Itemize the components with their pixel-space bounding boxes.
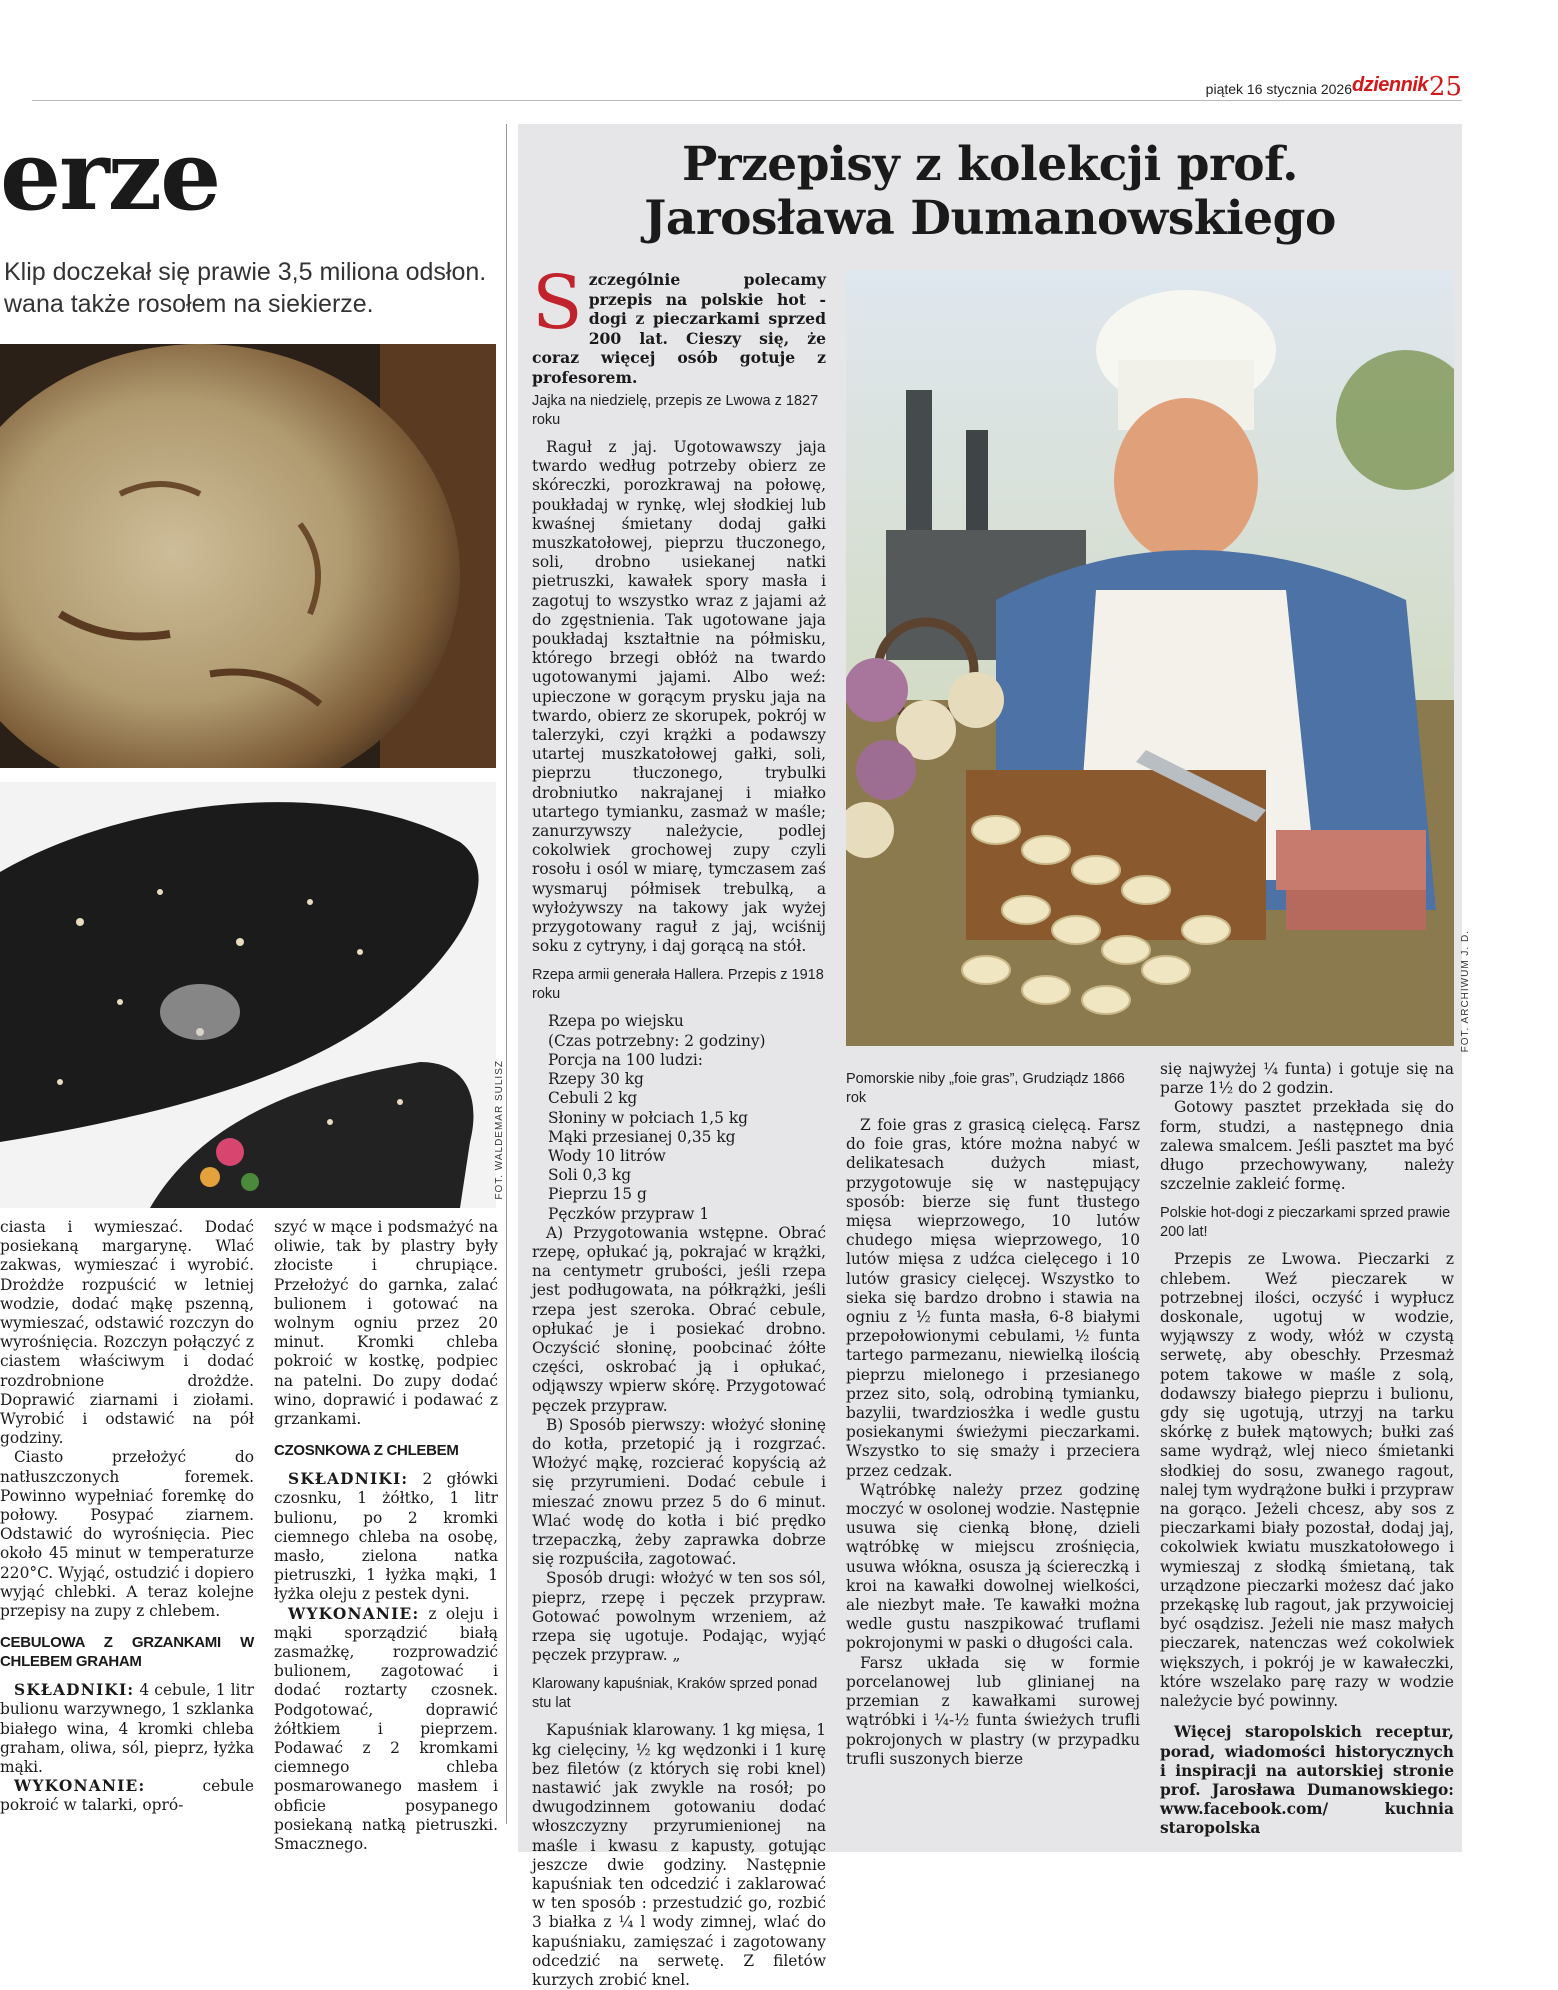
bread-loaf-photo <box>0 344 496 768</box>
recipe-subheading: Pomorskie niby „foie gras”, Grudziądz 1866 rok <box>846 1071 1125 1106</box>
paragraph: Raguł z jaj. Ugotowawszy jaja twardo według potrzeby obierz ze skóreczki, porozkrawaj na połowę, poukładaj w rynkę, wlej słodkiej lub kwaśnej śmietany dodaj gałki muszkatołowej, pieprzu tłuczonego, soli, drobno usiekanej natki pietruszki, kawałek spory masła i zagotuj to wszystko wraz z jajami aż do zgęstnienia. Tak ugotowane jaja poukładaj kształtnie na półmisku, którego brzegi obłóż na twardo ugotowanymi jajami. Albo weź: upieczone w gorącym prysku jaja na twardo, obierz ze skorupek, pokrój w talerzyki, czyi krążki a podawszy utartej muszkatołowej gałki, soli, pieprzu tłuczonego, trybulki drobniutko nakrajanej i miałko utartego tymianku, zasmaż w maśle; zanurzywszy należycie, podlej cokolwiek grochowej zupy czyli rosołu i osól w miarę, tymczasem zaś wysmaruj półmisek trebulką, a wyłożywszy na takowy jak wyżej przygotowany raguł z jaj, wciśnij soku z cytryny, i daj gorącą na stół. <box>532 438 826 956</box>
list-item: Mąki przesianej 0,35 kg <box>548 1127 736 1146</box>
paragraph: Kapuśniak klarowany. 1 kg mięsa, 1 kg cielęciny, ½ kg wędzonki i 1 kurę bez filetów (z których się robi knel) nastawić jak zwykle na rosół; po dwugodzinnem gotowaniu dodać włoszczyzny przyrumienionej na maśle i kwasu z kapusty, gotując jeszcze dwie godziny. Następnie kapuśniak ten odcedzić i zaklarować w ten sposób : przestudzić go, rozbić 3 białka z ¼ l wody zimnej, wlać do kapuśniaku, zamięszać i zagotowany odcedzić na serwetę. Z filetów kurzych zrobić knel. <box>532 1721 826 1990</box>
photo-credit: FOT. WALDEMAR SULISZ <box>494 1060 505 1200</box>
intro-text: zczególnie polecamy przepis na polskie hot - dogi z pieczarkami sprzed 200 lat. Cieszy się, że coraz więcej osób gotuje z profesorem. <box>532 270 826 387</box>
label: WYKONANIE: <box>14 1777 146 1796</box>
box-column-3 <box>1160 1060 1454 1839</box>
list-item: Pęczków przypraw 1 <box>548 1204 710 1223</box>
list-item: Porcja na 100 ludzi: <box>548 1050 703 1069</box>
paragraph: Przepis ze Lwowa. Pieczarki z chlebem. Weź pieczarek w potrzebnej ilości, oczyść i wypłucz doskonale, ugotuj w wodzie, wyjąwszy z wody, włóż w czystą serwetę, aby obeschły. Przesmaż potem takowe w maśle z solą, dodawszy białego pieprzu i bulionu, gdy się ugotują, utrzyj na tarku skórkę z bułek mątowych; bułki zaś same wydrąż, wlej nieco śmietanki słodkiej do sosu, zwanego ragout, nalej tym wydrążone bułki i przypraw na gorąco. Jeżeli chcesz, aby sos z pieczarkami biały pozostał, dodaj jaj, cokolwiek kwiatu muszkatołowego i wymieszaj z słodką śmietaną, tak urządzone pieczarki możesz dać jako przekąskę lub ragout, jak przywoiciej być osądzisz. Jeżeli nie masz małych pieczarek, natenczas weź cokolwiek większych, i pokrój je w kawałeczki, które wszelako parę razy w wodzie należycie być powinny. <box>1160 1250 1454 1711</box>
paragraph: Wątróbkę należy przez godzinę moczyć w osolonej wodzie. Następnie usuwa się cienką błonę, dzieli wątróbkę w miejscu zrośnięcia, usuwa włókna, osusza ją ściereczką i kroi na kawałki dowolnej wielkości, ale niezbyt małe. Te kawałki można wedle gustu naszpikować truflami pokrojonymi w paski o długości cala. <box>846 1480 1141 1653</box>
box-column-2 <box>846 1060 1140 1769</box>
newspaper-logo: dziennik <box>1351 74 1428 96</box>
paragraph: A) Przygotowania wstępne. Obrać rzepę, opłukać ją, pokrajać w krążki, na centymetr grubości, jeśli rzepa jest podługowata, na półkrążki, jeśli rzepa jest szeroka. Obrać cebule, opłukać je i posiekać drobno. Oczyścić słoninę, poobcinać żółte części, oskrobać ją i opłukać, odjąwszy wpierw skórę. Przygotować pęczek przypraw. <box>532 1223 826 1415</box>
chef-painting <box>846 270 1454 1046</box>
paragraph: Ciasto przełożyć do natłuszczonych foremek. Powinno wypełniać foremkę do połowy. Posypać ziarnem. Odstawić do wyrośnięcia. Piec około 45 minut w temperaturze 220°C. Wyjąć, ostudzić i dopiero wyjąć chlebki. A teraz kolejne przepisy na zupy z chlebem. <box>0 1448 254 1621</box>
lead-line: wana także rosołem na siekierze. <box>4 290 374 318</box>
paragraph: ciasta i wymieszać. Dodać posiekaną margarynę. Wlać zakwas, wymieszać i wyrobić. Drożdże rozpuścić w letniej wodzie, dodać mąkę pszenną, wymieszać, odstawić rozczyn do wyrośnięcia. Rozczyn połączyć z ciastem właściwym i dodać rozdrobnione drożdże. Doprawić ziarnami i ziołami. Wyrobić i odstawić na pół godziny. <box>0 1218 254 1448</box>
paragraph: się najwyżej ¼ funta) i gotuje się na parze 1½ do 2 godzin. <box>1160 1060 1454 1098</box>
recipe-subheading: CZOSNKOWA Z CHLEBEM <box>274 1442 459 1460</box>
paragraph: Sposób drugi: włożyć w ten sos sól, pieprz, rzepę i pęczek przypraw. Gotować powolnym wrzeniem, aż rzepa się ugotuje. Podając, wyjąć pęczek przypraw. „ <box>532 1569 826 1665</box>
drop-cap: S <box>532 260 583 346</box>
ingredients-paragraph <box>0 1681 254 1777</box>
list-item: Słoniny w połciach 1,5 kg <box>548 1108 748 1127</box>
text-column-1 <box>0 1218 254 1816</box>
list-item: Rzepy 30 kg <box>548 1070 644 1089</box>
recipe-subheading: Polskie hot-dogi z pieczarkami sprzed prawie 200 lat! <box>1160 1205 1451 1241</box>
column-divider <box>506 124 507 1824</box>
paragraph: B) Sposób pierwszy: włożyć słoninę do kotła, przetopić ją i rozgrzać. Włożyć mąkę, rozcierać kopyścią aż się przyrumieni. Dodać cebule i mieszać znowu przez 5 do 6 minut. Wlać wodę do kotła i bić prędko trzepaczką, żeby zaprawka dobrze się rozpuściła, zagotować. <box>532 1415 826 1569</box>
header-rule <box>32 100 1462 101</box>
list-item: (Czas potrzebny: 2 godziny) <box>548 1031 766 1050</box>
article-headline: erze <box>0 119 220 232</box>
list-item: Wody 10 litrów <box>548 1146 666 1165</box>
recipe-subheading: Rzepa armii generała Hallera. Przepis z 1918 roku <box>532 967 824 1003</box>
method-text: cebule pokroić w talarki, opró- <box>0 1777 254 1815</box>
label: WYKONANIE: <box>288 1604 420 1623</box>
ingredients-text: 2 główki czosnku, 1 żółtko, 1 litr bulionu, po 2 kromki ciemnego chleba na osobę, masło, zielona natka pietruszki, 1 łyżka mąki, 1 łyżka oleju z pestek dyni. <box>274 1470 498 1604</box>
paragraph: Z foie gras z grasicą cielęcą. Farsz do foie gras, które można nabyć w delikatesach dużych miast, przygotowuje się w następujący sposób: bierze się funt tłustego mięsa wieprzowego, 10 lutów chudego mięsa wieprzowego, 10 lutów mięsa z udźca cielęcego i 10 lutów grasicy cielęcej. Wszystko to sieka się bardzo drobno i stawia na ogniu z ½ funta masła, 6-8 białymi przepołowionymi cebulami, ½ funta tartego parmezanu, niewielką ilością pieprzu mielonego i przesianego przez sito, solą, odrobiną tymianku, bazylii, twardziosżka i wedle gustu posiekanymi świeżymi pieczarkami. Wszystko to się smaży i przeciera przez cedzak. <box>846 1116 1140 1480</box>
list-item: Soli 0,3 kg <box>548 1166 632 1185</box>
ingredients-text: 4 cebule, 1 litr bulionu warzywnego, 1 szklanka białego wina, 4 kromki chleba graham, oliwa, sól, pieprz, łyżka mąki. <box>0 1681 254 1777</box>
paragraph: Gotowy pasztet przekłada się do form, studzi, a następnego dnia zalewa smalcem. Jeśli pasztet ma być długo przechowywany, należy szczelnie zakleić formę. <box>1160 1098 1454 1194</box>
intro-paragraph <box>532 260 826 388</box>
page-number: 25 <box>1428 72 1462 102</box>
list-item: Rzepa po wiejsku <box>548 1012 684 1031</box>
list-item: Pieprzu 15 g <box>548 1185 647 1204</box>
label: SKŁADNIKI: <box>288 1470 409 1489</box>
closing-note: Więcej staropolskich receptur, porad, wiadomości historycznych i inspiracji na autorskiej stronie prof. Jarosława Dumanowskiego: www.facebook.com/ kuchnia staropolska <box>1160 1723 1454 1838</box>
recipe-subheading: CEBULOWA Z GRZANKAMI W CHLEBEM GRAHAM <box>0 1634 254 1671</box>
method-text: z oleju i mąki sporządzić białą zasmażkę, rozprowadzić bulionem, zagotować i dodać roztarty czosnek. Podgotować, doprawić żółtkiem i pieprzem. Podawać z 2 kromkami ciemnego chleba posmarowanego masłem i obficie posypanego posiekaną natką pietruszki. Smacznego. <box>274 1604 498 1854</box>
black-bread-photo <box>0 782 496 1208</box>
box-title: Przepisy z kolekcji prof. Jarosława Dumanowskiego <box>644 137 1336 246</box>
method-paragraph <box>274 1605 498 1855</box>
lead-line: Klip doczekał się prawie 3,5 miliona odsłon. <box>4 258 487 286</box>
issue-date: piątek 16 stycznia 2026 <box>1205 81 1352 97</box>
box-column-1 <box>532 382 826 1990</box>
recipe-subheading: Jajka na niedzielę, przepis ze Lwowa z 1827 roku <box>532 393 819 428</box>
text-column-2 <box>274 1218 498 1854</box>
method-paragraph <box>0 1777 254 1815</box>
ingredients-paragraph <box>274 1470 498 1604</box>
label: SKŁADNIKI: <box>14 1681 135 1700</box>
paragraph: Farsz układa się w formie porcelanowej lub glinianej na przemian z kawałkami surowej wątróbki i ¼-½ funta świeżych trufli pokrojonych w plastry (w przypadku trufli suszonych bierze <box>846 1653 1140 1768</box>
paragraph: szyć w mące i podsmażyć na oliwie, tak by plastry były złociste i chrupiące. Przełożyć do garnka, zalać bulionem i gotować na wolnym ogniu przez 20 minut. Kromki chleba pokroić w kostkę, podpiec na patelni. Do zupy dodać wino, doprawić i podawać z grzankami. <box>274 1218 498 1429</box>
photo-credit: FOT. ARCHIWUM J. D. <box>1460 930 1471 1053</box>
article-lead <box>4 256 487 320</box>
list-item: Cebuli 2 kg <box>548 1089 638 1108</box>
recipe-subheading: Klarowany kapuśniak, Kraków sprzed ponad stu lat <box>532 1676 818 1712</box>
